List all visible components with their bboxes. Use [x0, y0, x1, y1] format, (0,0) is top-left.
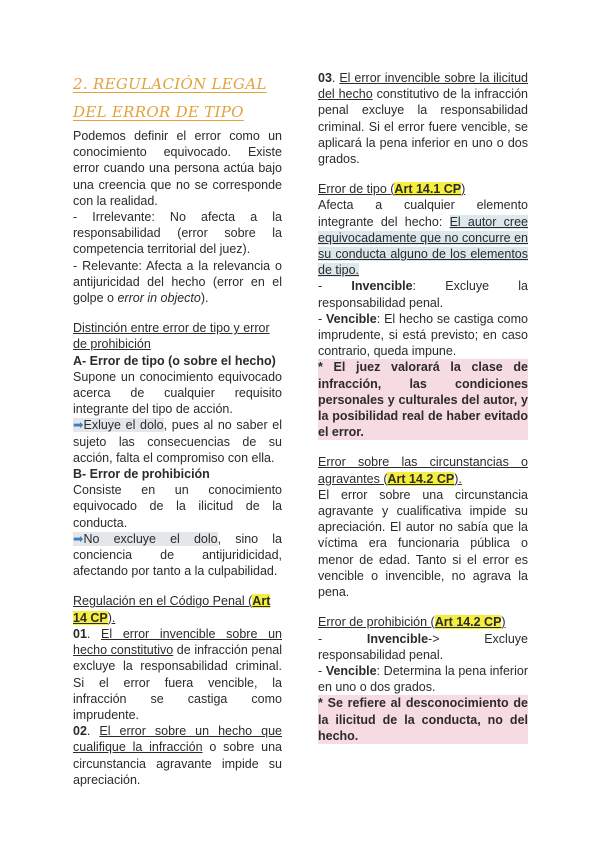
prohibicion-vencible-item: - Vencible: Determina la pena inferior en uno o dos grados.	[318, 663, 528, 695]
prohibicion-note: * Se refiere al desconocimiento de la ilicitud de la conducta, no del hecho.	[318, 696, 528, 743]
paragraph-03: 03. El error invencible sobre la ilicitud del hecho constitutivo de la infracción penal excluye la responsabilidad criminal. Si el error fuere vencible, se aplicará la pena inferior en uno o dos grados.	[318, 71, 528, 167]
right-column	[318, 70, 528, 744]
prohibicion-invencible-item: - Invencible-> Excluye responsabilidad penal.	[318, 631, 528, 662]
paragraph-01: 01. El error invencible sobre un hecho constitutivo de infracción penal excluye la responsabilidad criminal. Si el error fuera vencible, la infracción se castiga como imprudente.	[73, 626, 283, 722]
error-tipo-art-heading: Error de tipo (Art 14.1 CP)	[318, 182, 466, 197]
error-prohibicion-effect: ➡No excluye el dolo, sino la conciencia de antijuridicidad, afectando por tanto a la culpabilidad.	[73, 531, 282, 579]
left-column	[73, 70, 282, 788]
distincion-heading: Distinción entre error de tipo y error de prohibición	[73, 321, 270, 352]
paragraph-02: 02. El error sobre un hecho que cualifique la infracción o sobre una circunstancia agravante impide su apreciación.	[73, 724, 282, 787]
error-circunstancias-heading: Error sobre las circunstancias o agravantes (Art 14.2 CP).	[318, 455, 528, 486]
irrelevante-item: - Irrelevante: No afecta a la responsabilidad (error sobre la competencia territorial del juez).	[73, 210, 282, 257]
error-tipo-art-text: Afecta a cualquier elemento integrante del hecho: El autor cree equivocadamente que no concurre en su conducta alguno de los elementos de tipo.	[318, 198, 528, 278]
error-tipo-effect: ➡Exluye el dolo, pues al no saber el sujeto las consecuencias de su acción, falta el compromiso con ella.	[73, 418, 283, 465]
juez-note: * El juez valorará la clase de infracción, las condiciones personales y culturales del autor, y la posibilidad real de haber evitado el error.	[318, 360, 528, 440]
invencible-item: - Invencible: Excluye la responsabilidad penal.	[318, 279, 528, 310]
arrow-right-icon: ➡	[73, 418, 84, 433]
regulacion-heading: Regulación en el Código Penal (Art 14 CP).	[73, 594, 271, 625]
intro-paragraph: Podemos definir el error como un conocimiento equivocado. Existe error cuando una persona actúa bajo una creencia que no se corresponde con la realidad.	[73, 129, 282, 208]
error-prohibicion-art-heading: Error de prohibición (Art 14.2 CP)	[318, 615, 506, 630]
error-circunstancias-text: El error sobre una circunstancia agravante y cualificativa impide su apreciación. El autor no sabía que la víctima era funcionaria pública o menor de edad. Tanto si el error es vencible o invencible, no agrava la pena.	[318, 487, 528, 600]
error-prohibicion-text: Consiste en un conocimiento equivocado de la ilicitud de la conducta.	[73, 483, 282, 530]
arrow-right-icon: ➡	[73, 531, 84, 546]
vencible-item: - Vencible: El hecho se castiga como imprudente, si está previsto; en caso contrario, queda impune.	[318, 311, 528, 359]
relevante-item: - Relevante: Afecta a la relevancia o antijuricidad del hecho (error en el golpe o error in objecto).	[73, 258, 282, 306]
error-tipo-text: Supone un conocimiento equivocado acerca de cualquier requisito integrante del tipo de acción.	[73, 369, 282, 417]
error-tipo-heading: A- Error de tipo (o sobre el hecho)	[73, 353, 276, 368]
error-prohibicion-heading: B- Error de prohibición	[73, 467, 210, 482]
section-title: 2. REGULACIÓN LEGAL DEL ERROR DE TIPO	[73, 75, 267, 121]
